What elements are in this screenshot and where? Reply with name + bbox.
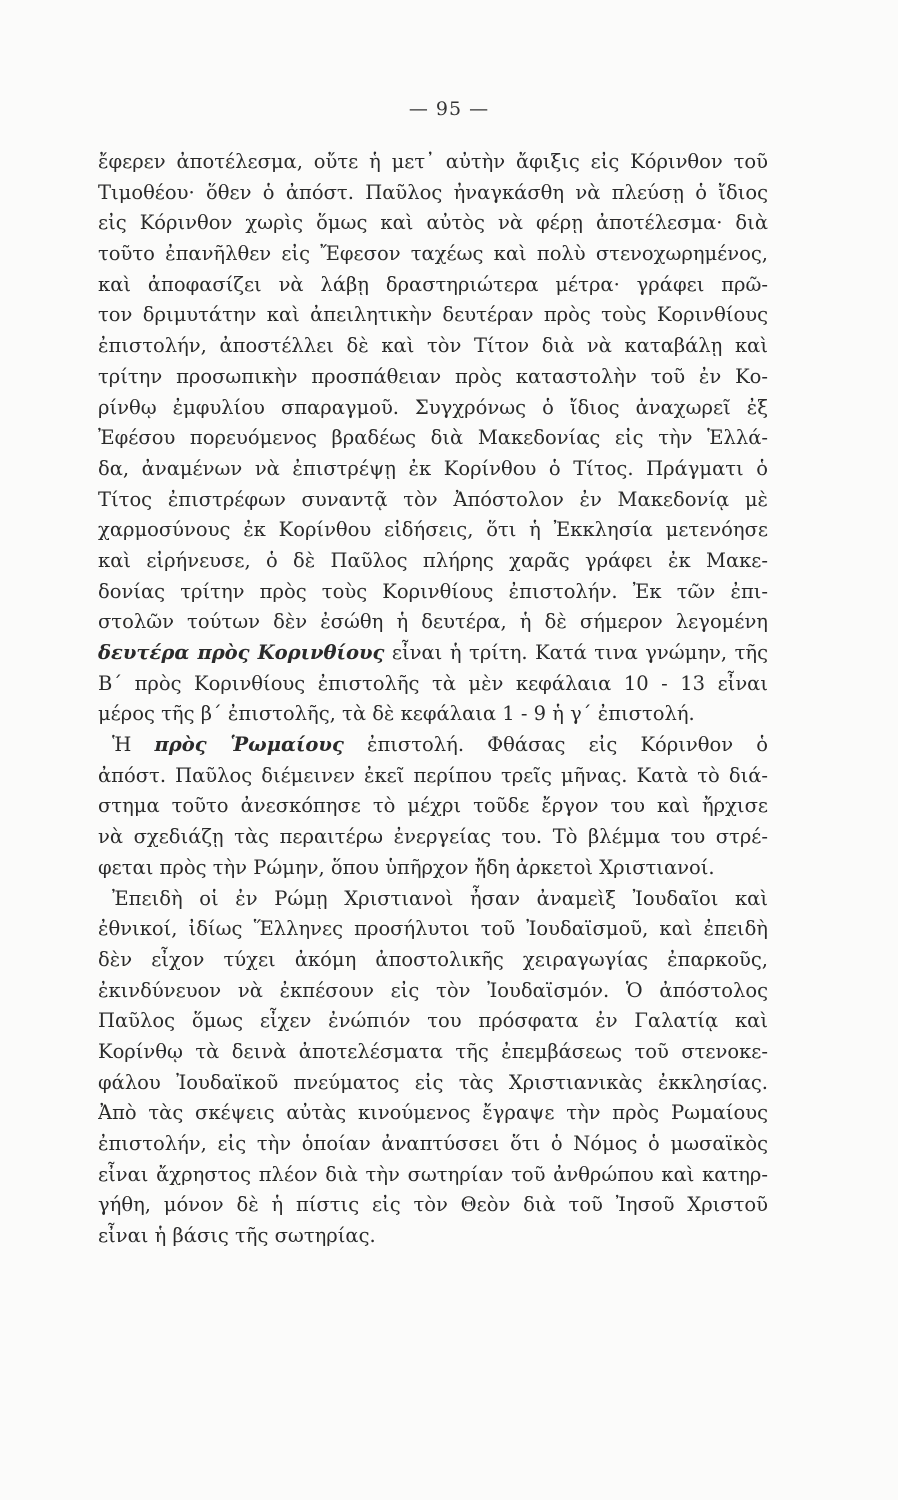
text-line: ἐκινδύνευον νὰ ἐκπέσουν εἰς τὸν Ἰουδαϊσμόν. Ὁ ἀπόστολος xyxy=(98,978,768,1002)
text-line: Παῦλος ὅμως εἶχεν ἐνώπιόν του πρόσφατα ἐν Γαλατίᾳ καὶ xyxy=(98,1009,768,1033)
text-line: ἐπιστολήν, εἰς τὴν ὁποίαν ἀναπτύσσει ὅτι ὁ Νόμος ὁ μωσαϊκὸς xyxy=(98,1132,768,1155)
text-line: ἐπιστολήν, ἀποστέλλει δὲ καὶ τὸν Τίτον διὰ νὰ καταβάλῃ καὶ xyxy=(98,334,768,358)
text-line: ἀπόστ. Παῦλος διέμεινεν ἐκεῖ περίπου τρεῖς μῆνας. Κατὰ τὸ διά- xyxy=(98,763,768,787)
body-text xyxy=(98,147,768,1252)
text-line: φεται πρὸς τὴν Ρώμην, ὅπου ὑπῆρχον ἤδη ἀρκετοὶ Χριστιανοί. xyxy=(98,855,715,879)
text-line: καὶ εἰρήνευσε, ὁ δὲ Παῦλος πλήρης χαρᾶς γράφει ἐκ Μακε- xyxy=(98,548,768,572)
text-line: στημα τοῦτο ἀνεσκόπησε τὸ μέχρι τοῦδε ἔργον του καὶ ἤρχισε xyxy=(98,794,768,818)
emphasized-title: δευτέρα πρὸς Κορινθίους xyxy=(98,641,385,664)
text-line: τοῦτο ἐπανῆλθεν εἰς Ἔφεσον ταχέως καὶ πολὺ στενοχωρημένος, xyxy=(98,242,768,266)
emphasized-title: πρὸς Ῥωμαίους xyxy=(154,733,344,757)
text-line: στολῶν τούτων δὲν ἐσώθη ἡ δευτέρα, ἡ δὲ σήμερον λεγομένη xyxy=(98,610,768,634)
text-line: νὰ σχεδιάζῃ τὰς περαιτέρω ἐνεργείας του. Τὸ βλέμμα του στρέ- xyxy=(98,825,768,849)
text-line-with-emphasis xyxy=(98,730,768,761)
page-number: — 95 — xyxy=(408,98,490,120)
text-line: Β΄ πρὸς Κορινθίους ἐπιστολῆς τὰ μὲν κεφάλαια 10 - 13 εἶναι xyxy=(98,671,768,695)
text-line: Ἐφέσου πορευόμενος βραδέως διὰ Μακεδονίας εἰς τὴν Ἑλλά- xyxy=(98,426,768,450)
text-line: μέρος τῆς β΄ ἐπιστολῆς, τὰ δὲ κεφάλαια 1 - 9 ἡ γ΄ ἐπιστολή. xyxy=(98,702,695,726)
text-line: εἶναι ἡ βάσις τῆς σωτηρίας. xyxy=(98,1224,376,1248)
text-line: εἶναι ἄχρηστος πλέον διὰ τὴν σωτηρίαν τοῦ ἀνθρώπου καὶ κατηρ- xyxy=(98,1162,768,1186)
text-line: δα, ἀναμένων νὰ ἐπιστρέψῃ ἐκ Κορίνθου ὁ Τίτος. Πράγματι ὁ xyxy=(98,456,768,480)
text-line: τον δριμυτάτην καὶ ἀπειλητικὴν δευτέραν πρὸς τοὺς Κορινθίους xyxy=(98,303,768,327)
text-line: δὲν εἶχον τύχει ἀκόμη ἀποστολικῆς χειραγωγίας ἐπαρκοῦς, xyxy=(98,947,768,971)
text-line: ρίνθῳ ἐμφυλίου σπαραγμοῦ. Συγχρόνως ὁ ἴδιος ἀναχωρεῖ ἐξ xyxy=(98,395,768,419)
text-line: Τίτος ἐπιστρέφων συναντᾷ τὸν Ἀπόστολον ἐν Μακεδονίᾳ μὲ xyxy=(98,487,768,511)
text-line: χαρμοσύνους ἐκ Κορίνθου εἰδήσεις, ὅτι ἡ Ἐκκλησία μετενόησε xyxy=(98,518,768,542)
text-line: Ἐπειδὴ οἱ ἐν Ρώμῃ Χριστιανοὶ ἦσαν ἀναμεὶξ Ἰουδαῖοι καὶ xyxy=(112,886,768,910)
text-span: Ἡ xyxy=(112,733,155,757)
text-line: δονίας τρίτην πρὸς τοὺς Κορινθίους ἐπιστολήν. Ἐκ τῶν ἐπι- xyxy=(98,579,768,603)
text-line: καὶ ἀποφασίζει νὰ λάβῃ δραστηριώτερα μέτρα· γράφει πρῶ- xyxy=(98,272,768,296)
text-span: εἶναι ἡ τρίτη. Κατά τινα γνώμην, τῆς xyxy=(384,641,768,664)
text-line-with-emphasis xyxy=(98,638,768,669)
text-line: Τιμοθέου· ὅθεν ὁ ἀπόστ. Παῦλος ἠναγκάσθη νὰ πλεύσῃ ὁ ἴδιος xyxy=(98,180,768,204)
text-line: εἰς Κόρινθον χωρὶς ὅμως καὶ αὐτὸς νὰ φέρῃ ἀποτέλεσμα· διὰ xyxy=(98,211,768,235)
text-line: φάλου Ἰουδαϊκοῦ πνεύματος εἰς τὰς Χριστιανικὰς ἐκκλησίας. xyxy=(98,1070,768,1094)
text-line: τρίτην προσωπικὴν προσπάθειαν πρὸς καταστολὴν τοῦ ἐν Κο- xyxy=(98,364,768,388)
text-span: ἐπιστολή. Φθάσας εἰς Κόρινθον ὁ xyxy=(343,733,768,757)
text-line: Κορίνθῳ τὰ δεινὰ ἀποτελέσματα τῆς ἐπεμβάσεως τοῦ στενοκε- xyxy=(98,1039,768,1063)
text-line: ἔφερεν ἀποτέλεσμα, οὔτε ἡ μετ᾽ αὐτὴν ἄφιξις εἰς Κόρινθον τοῦ xyxy=(98,150,768,173)
text-line: γήθη, μόνον δὲ ἡ πίστις εἰς τὸν Θεὸν διὰ τοῦ Ἰησοῦ Χριστοῦ xyxy=(98,1193,768,1217)
text-line: Ἀπὸ τὰς σκέψεις αὐτὰς κινούμενος ἔγραψε τὴν πρὸς Ρωμαίους xyxy=(98,1101,768,1125)
text-line: ἐθνικοί, ἰδίως Ἕλληνες προσήλυτοι τοῦ Ἰουδαϊσμοῦ, καὶ ἐπειδὴ xyxy=(98,917,768,941)
